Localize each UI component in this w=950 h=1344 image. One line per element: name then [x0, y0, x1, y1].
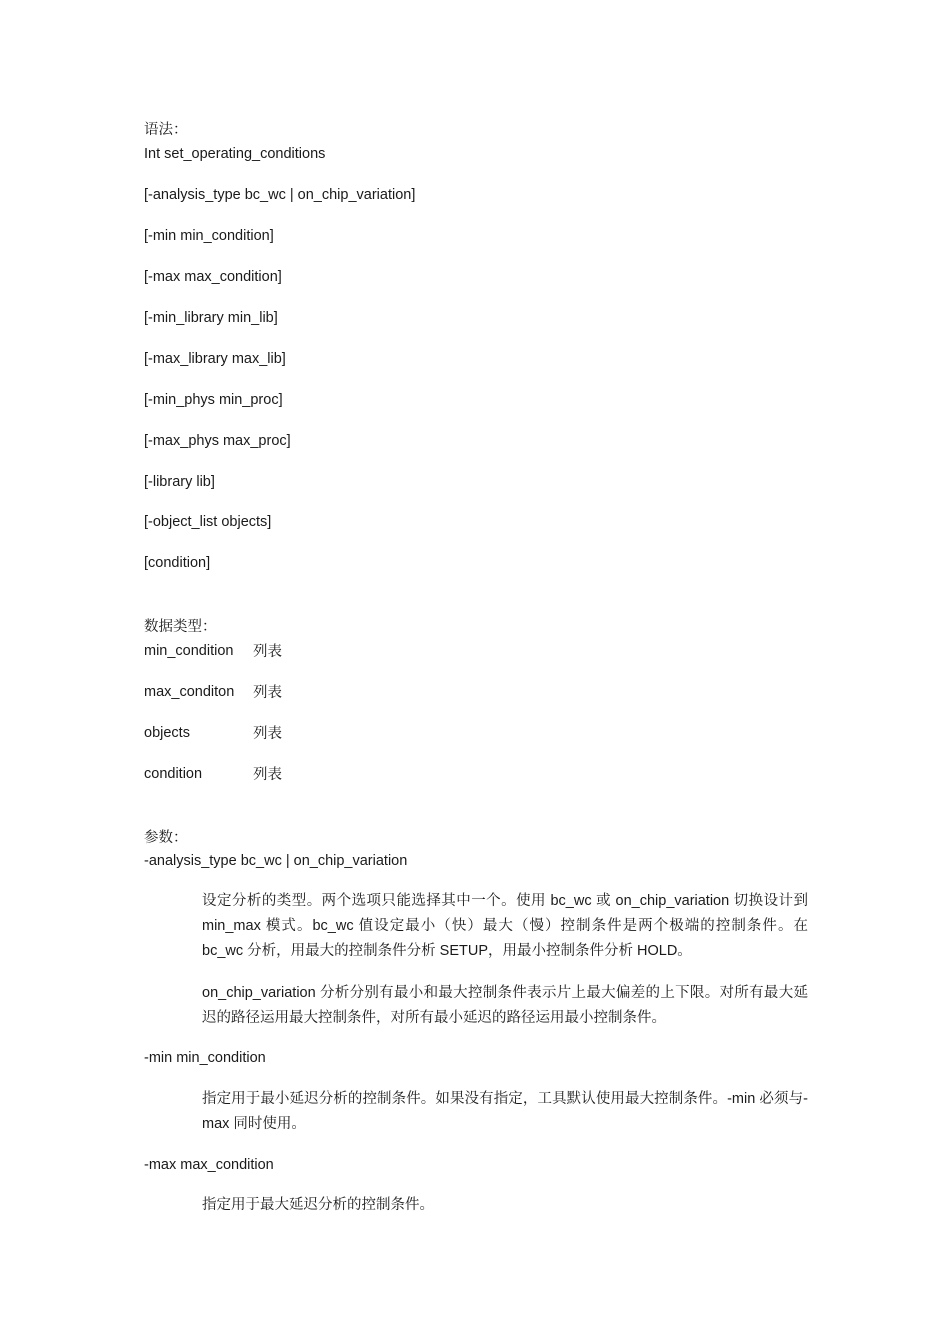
syntax-line: [condition] [144, 555, 211, 571]
syntax-line: [-min_phys min_proc] [144, 392, 283, 408]
syntax-line: [-library lib] [144, 474, 215, 490]
data-types-heading: 数据类型： [144, 619, 217, 635]
param-desc-on-chip-variation: on_chip_variation 分析分别有最小和最大控制条件表示片上最大偏差的上下限。对所有最大延迟的路径运用最大控制条件，对所有最小延迟的路径运用最小控制条件。 [202, 985, 808, 1026]
params-heading: 参数： [144, 830, 188, 846]
data-type-value: 列表 [253, 726, 282, 742]
syntax-line: [-min_library min_lib] [144, 310, 278, 326]
syntax-line: Int set_operating_conditions [144, 146, 326, 162]
param-desc-max: 指定用于最大延迟分析的控制条件。 [202, 1197, 434, 1213]
data-type-name: objects [144, 725, 190, 741]
syntax-line: [-max_phys max_proc] [144, 433, 291, 449]
data-type-name: condition [144, 766, 203, 782]
syntax-line: [-max max_condition] [144, 269, 282, 285]
param-desc-min: 指定用于最小延迟分析的控制条件。如果没有指定，工具默认使用最大控制条件。-min 必须与-max 同时使用。 [202, 1091, 808, 1132]
data-type-value: 列表 [253, 644, 282, 660]
syntax-line: [-analysis_type bc_wc | on_chip_variation] [144, 187, 416, 203]
param-name-analysis-type: -analysis_type bc_wc | on_chip_variation [144, 853, 408, 869]
syntax-line: [-object_list objects] [144, 514, 272, 530]
param-name-max: -max max_condition [144, 1157, 274, 1173]
param-desc-analysis-type: 设定分析的类型。两个选项只能选择其中一个。使用 bc_wc 或 on_chip_variation 切换设计到 min_max 模式。bc_wc 值设定最小（快）最大（慢）控制条件是两个极端的控制条件。在 bc_wc 分析，用最大的控制条件分析 SETUP，用最小控制条件分析 HOLD。 [202, 893, 808, 959]
data-type-name: min_condition [144, 643, 234, 659]
syntax-line: [-max_library max_lib] [144, 351, 286, 367]
data-type-value: 列表 [253, 767, 282, 783]
data-type-value: 列表 [253, 685, 282, 701]
param-name-min: -min min_condition [144, 1050, 266, 1066]
syntax-heading: 语法： [144, 122, 188, 138]
data-type-name: max_conditon [144, 684, 235, 700]
syntax-line: [-min min_condition] [144, 228, 274, 244]
